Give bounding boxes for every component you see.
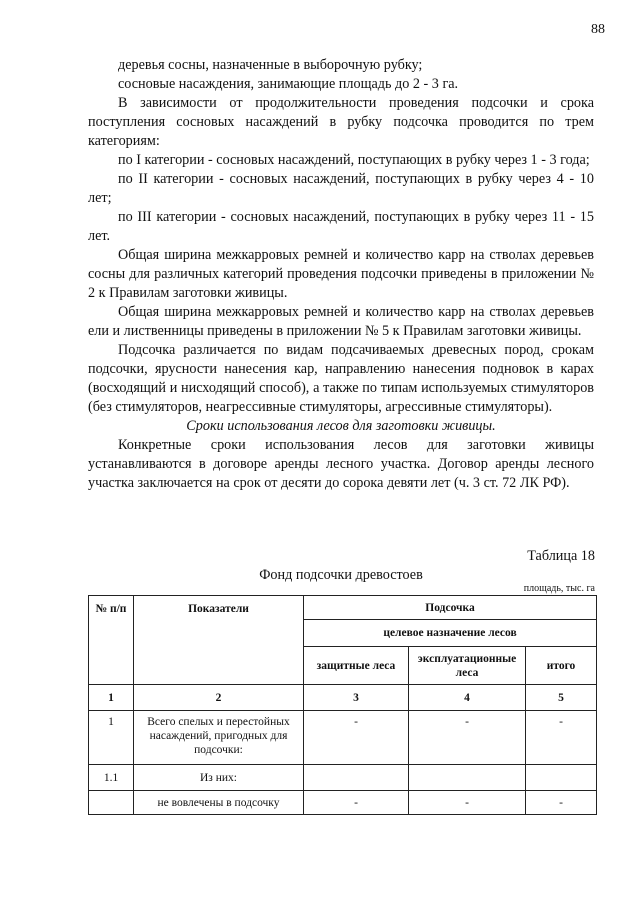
paragraph: сосновые насаждения, занимающие площадь до 2 - 3 га. xyxy=(118,76,459,92)
header-subgroup: целевое назначение лесов xyxy=(304,620,597,647)
table-numbering-row xyxy=(89,685,597,711)
header-group: Подсочка xyxy=(304,596,597,620)
paragraph: деревья сосны, назначенные в выборочную рубку; xyxy=(118,57,423,73)
numbering-cell: 4 xyxy=(409,685,526,711)
header-num: № п/п xyxy=(89,596,134,685)
header-col: итого xyxy=(526,647,597,685)
row-value: - xyxy=(304,711,409,765)
paragraph: по III категории - сосновых насаждений, поступающих в рубку через 11 - 15 лет. xyxy=(88,209,594,244)
table-header-row xyxy=(89,596,597,620)
table-caption: Таблица 18 xyxy=(527,548,595,564)
paragraph: Общая ширина межкарровых ремней и количество карр на стволах деревьев сосны для различных категорий проведения подсочки приведены в приложении № 2 к Правилам заготовки живицы. xyxy=(88,247,594,301)
numbering-cell: 1 xyxy=(89,685,134,711)
table-title: Фонд подсочки древостоев xyxy=(259,567,423,583)
row-value: - xyxy=(526,791,597,815)
row-value xyxy=(526,765,597,791)
paragraph: Подсочка различается по видам подсачиваемых древесных пород, срокам подсочки, ярусности нанесения кар, направлению нанесения подновок в карах (восходящий и нисходящий способ), а также по типам используемых стимуляторов (без стимуляторов, неагрессивные стимуляторы, агрессивные стимуляторы). xyxy=(88,342,594,415)
paragraph: Общая ширина межкарровых ремней и количество карр на стволах деревьев ели и лиственницы приведены в приложении № 5 к Правилам заготовки живицы. xyxy=(88,304,594,339)
numbering-cell: 2 xyxy=(134,685,304,711)
numbering-cell: 3 xyxy=(304,685,409,711)
table-unit: площадь, тыс. га xyxy=(523,583,595,594)
row-label: Из них: xyxy=(134,765,304,791)
row-value xyxy=(304,765,409,791)
paragraph: В зависимости от продолжительности проведения подсочки и срока поступления сосновых насаждений в рубку подсочка проводится по трем категориям: xyxy=(88,95,594,149)
row-num: 1.1 xyxy=(89,765,134,791)
row-num xyxy=(89,791,134,815)
header-col: эксплуатационные леса xyxy=(409,647,526,685)
row-value: - xyxy=(409,791,526,815)
body-text xyxy=(88,56,594,493)
row-value: - xyxy=(526,711,597,765)
section-subheading: Сроки использования лесов для заготовки живицы. xyxy=(186,418,496,434)
numbering-cell: 5 xyxy=(526,685,597,711)
table-row xyxy=(89,765,597,791)
row-label: Всего спелых и перестойных насаждений, пригодных для подсочки: xyxy=(134,711,304,765)
row-value xyxy=(409,765,526,791)
header-col: защитные леса xyxy=(304,647,409,685)
paragraph: по II категории - сосновых насаждений, поступающих в рубку через 4 - 10 лет; xyxy=(88,171,594,206)
header-indicators: Показатели xyxy=(134,596,304,685)
paragraph: по I категории - сосновых насаждений, поступающих в рубку через 1 - 3 года; xyxy=(118,152,590,168)
table-row xyxy=(89,791,597,815)
row-value: - xyxy=(304,791,409,815)
row-value: - xyxy=(409,711,526,765)
row-label: не вовлечены в подсочку xyxy=(134,791,304,815)
row-num: 1 xyxy=(89,711,134,765)
fund-table xyxy=(88,595,597,815)
paragraph: Конкретные сроки использования лесов для заготовки живицы устанавливаются в договоре аренды лесного участка. Договор аренды лесного участка заключается на срок от десяти до сорока девяти лет (ч. 3 ст. 72 ЛК РФ). xyxy=(88,437,594,491)
page-number: 88 xyxy=(591,22,605,37)
table-row xyxy=(89,711,597,765)
